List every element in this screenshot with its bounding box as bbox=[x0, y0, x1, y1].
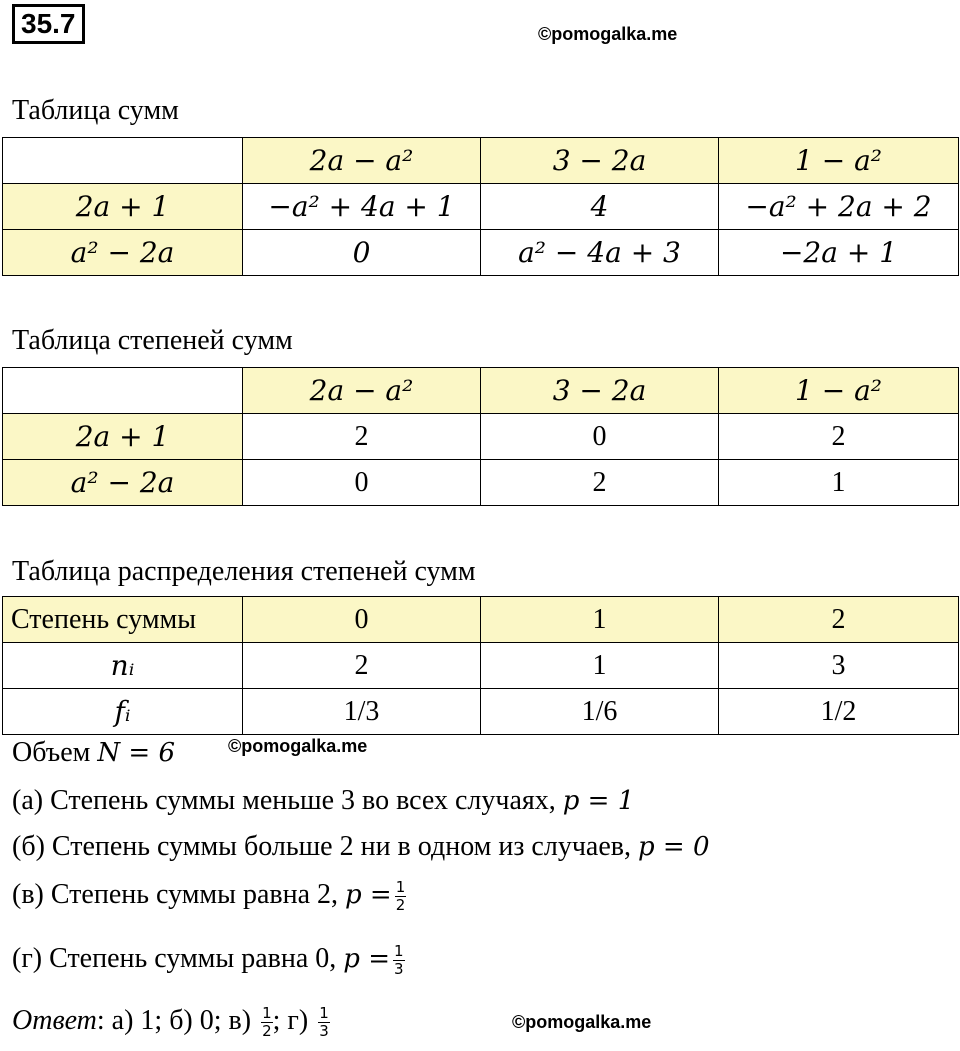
case-g-line bbox=[12, 942, 405, 978]
fraction-numerator: 1 bbox=[319, 1004, 329, 1023]
answer-colon: : bbox=[96, 1005, 105, 1036]
table-cell: 0 bbox=[243, 230, 481, 276]
table-cell: a² − 4a + 3 bbox=[481, 230, 719, 276]
answer-v-fraction bbox=[261, 1005, 273, 1040]
case-g-fraction bbox=[393, 943, 405, 978]
case-a-text: (а) Степень суммы меньше 3 во всех случаях, bbox=[12, 785, 563, 816]
column-header: 2a − a² bbox=[243, 138, 481, 184]
case-b-math: p = 0 bbox=[637, 832, 710, 862]
table-cell: 2 bbox=[243, 643, 481, 689]
table-row bbox=[3, 138, 959, 184]
column-header: 2 bbox=[719, 597, 959, 643]
table-cell: 1/3 bbox=[243, 689, 481, 735]
case-v-math: p = bbox=[345, 880, 392, 910]
table-cell: −a² + 4a + 1 bbox=[243, 184, 481, 230]
table2-title: Таблица степеней сумм bbox=[12, 325, 293, 356]
watermark: ©pomogalka.me bbox=[538, 24, 678, 44]
case-v-line bbox=[12, 878, 406, 914]
table-cell: 1 bbox=[481, 643, 719, 689]
column-header: 3 − 2a bbox=[481, 368, 719, 414]
table-row bbox=[3, 597, 959, 643]
case-a-line bbox=[12, 784, 634, 818]
table-row bbox=[3, 689, 959, 735]
watermark: ©pomogalka.me bbox=[512, 1012, 652, 1032]
row-header: a² − 2a bbox=[3, 460, 243, 506]
answer-line bbox=[12, 1004, 330, 1040]
fraction-numerator: 1 bbox=[262, 1004, 272, 1023]
volume-math: N = 6 bbox=[97, 738, 176, 768]
case-b-line bbox=[12, 830, 709, 864]
table-row bbox=[3, 368, 959, 414]
table-cell: −2a + 1 bbox=[719, 230, 959, 276]
fraction-numerator: 1 bbox=[395, 878, 406, 897]
answer-label: Ответ bbox=[12, 1005, 97, 1036]
column-header: 3 − 2a bbox=[481, 138, 719, 184]
case-a-math: p = 1 bbox=[562, 786, 635, 816]
case-g-math: p = bbox=[343, 944, 390, 974]
fraction-denominator: 3 bbox=[393, 960, 404, 979]
table-cell: 1/2 bbox=[719, 689, 959, 735]
watermark: ©pomogalka.me bbox=[228, 736, 368, 756]
table3-title: Таблица распределения степеней сумм bbox=[12, 556, 476, 587]
table-row bbox=[3, 230, 959, 276]
table-cell: 0 bbox=[481, 414, 719, 460]
table-cell: 2 bbox=[481, 460, 719, 506]
case-v-text: (в) Степень суммы равна 2, bbox=[12, 879, 346, 910]
row-header: 2a + 1 bbox=[3, 184, 243, 230]
case-b-text: (б) Степень суммы больше 2 ни в одном из случаев, bbox=[12, 831, 638, 862]
table1-title: Таблица сумм bbox=[12, 95, 179, 126]
table-degrees bbox=[2, 367, 959, 506]
column-header: 0 bbox=[243, 597, 481, 643]
table-cell: 2 bbox=[243, 414, 481, 460]
table-row bbox=[3, 460, 959, 506]
problem-number: 35.7 bbox=[12, 4, 85, 44]
fraction-denominator: 2 bbox=[262, 1022, 272, 1041]
table-row bbox=[3, 184, 959, 230]
table-cell: 2 bbox=[719, 414, 959, 460]
table-cell: 3 bbox=[719, 643, 959, 689]
table-cell: 0 bbox=[243, 460, 481, 506]
table-corner bbox=[3, 138, 243, 184]
row-header: a² − 2a bbox=[3, 230, 243, 276]
column-header: 1 bbox=[481, 597, 719, 643]
answer-g-fraction bbox=[318, 1005, 330, 1040]
case-v-fraction bbox=[395, 879, 407, 914]
column-header: 1 − a² bbox=[719, 138, 959, 184]
answer-part2: ; г) bbox=[272, 1005, 316, 1036]
case-g-text: (г) Степень суммы равна 0, bbox=[12, 943, 344, 974]
row-header: Степень суммы bbox=[3, 597, 243, 643]
row-header: 2a + 1 bbox=[3, 414, 243, 460]
fraction-numerator: 1 bbox=[393, 942, 404, 961]
table-cell: 4 bbox=[481, 184, 719, 230]
table-sums bbox=[2, 137, 959, 276]
fraction-denominator: 2 bbox=[395, 896, 406, 915]
column-header: 2a − a² bbox=[243, 368, 481, 414]
answer-part1: а) 1; б) 0; в) bbox=[104, 1005, 259, 1036]
table-cell: 1 bbox=[719, 460, 959, 506]
table-corner bbox=[3, 368, 243, 414]
table-row bbox=[3, 414, 959, 460]
volume-line bbox=[12, 736, 175, 770]
row-header: nᵢ bbox=[3, 643, 243, 689]
row-header: fᵢ bbox=[3, 689, 243, 735]
table-cell: 1/6 bbox=[481, 689, 719, 735]
table-distribution bbox=[2, 596, 959, 735]
table-row bbox=[3, 643, 959, 689]
column-header: 1 − a² bbox=[719, 368, 959, 414]
table-cell: −a² + 2a + 2 bbox=[719, 184, 959, 230]
volume-text: Объем bbox=[12, 737, 98, 768]
fraction-denominator: 3 bbox=[319, 1022, 329, 1041]
